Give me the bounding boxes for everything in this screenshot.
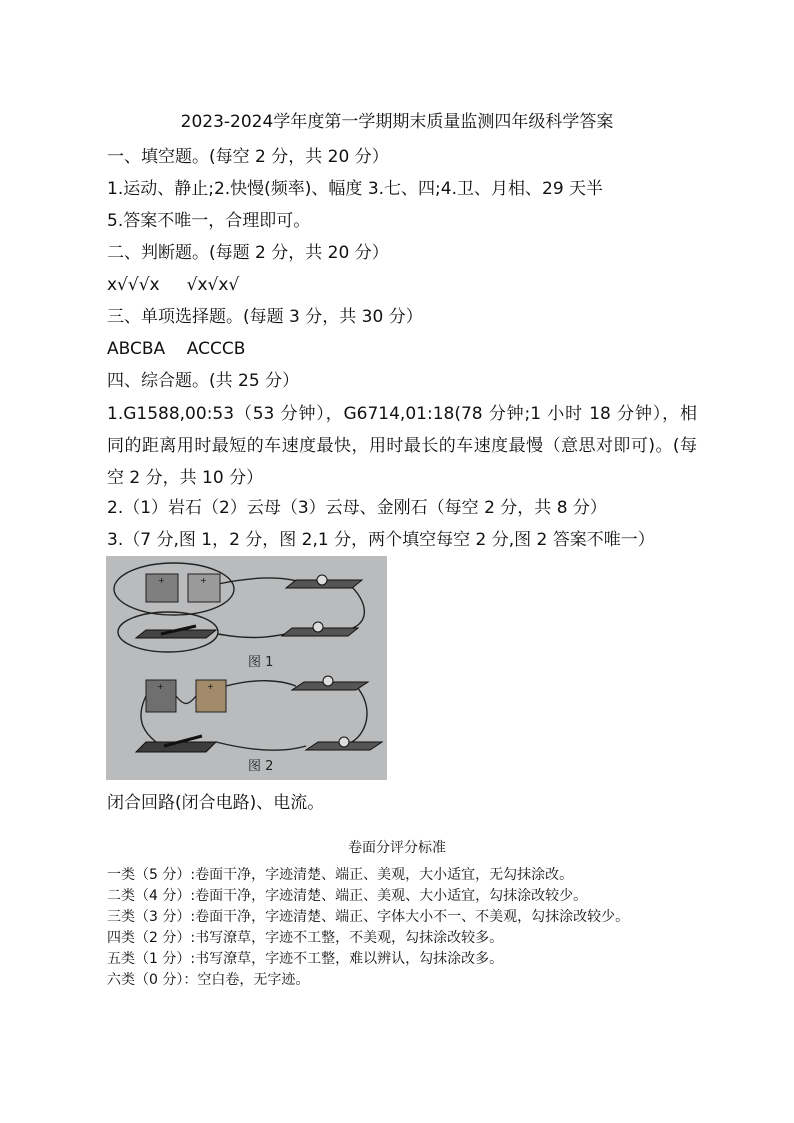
rubric-item-2: 二类（4 分）:卷面干净，字迹清楚、端正、美观、大小适宜，勾抹涂改较少。: [107, 888, 588, 904]
section-4-question-3-answer: 闭合回路(闭合电路)、电流。: [107, 793, 325, 813]
section-3-answers: ABCBA ACCCB: [107, 339, 246, 359]
bulb-holders-1: [282, 575, 362, 636]
circuit-figure: [106, 556, 387, 780]
section-1-header: 一、填空题。(每空 2 分，共 20 分）: [107, 147, 389, 167]
rubric-item-4: 四类（2 分）:书写潦草，字迹不工整，不美观，勾抹涂改较多。: [107, 930, 504, 946]
section-1-line-1: 1.运动、静止;2.快慢(频率)、幅度 3.七、四;4.卫、月相、29 天半: [107, 179, 604, 199]
section-2-header: 二、判断题。(每题 2 分，共 20 分）: [107, 243, 389, 263]
document-title: 2023-2024学年度第一学期期末质量监测四年级科学答案: [180, 112, 614, 132]
section-1-line-2: 5.答案不唯一，合理即可。: [107, 211, 311, 231]
section-4-question-1: 1.G1588,00:53（53 分钟），G6714,01:18(78 分钟;1 小时 18 分钟），相同的距离用时最短的车速度最快，用时最长的车速度最慢（意思对即可)。(每空 2 分，共 10 分）: [107, 404, 697, 488]
svg-text:+: +: [200, 576, 207, 585]
battery-1: [146, 574, 220, 602]
rubric-item-3: 三类（3 分）:卷面干净，字迹清楚、端正、字体大小不一、不美观，勾抹涂改较少。: [107, 909, 630, 925]
section-4-question-3: 3.（7 分,图 1，2 分，图 2,1 分，两个填空每空 2 分,图 2 答案不唯一）: [107, 530, 655, 550]
rubric-title: 卷面分评分标准: [348, 840, 446, 856]
section-4-question-2: 2.（1）岩石（2）云母（3）云母、金刚石（每空 2 分，共 8 分）: [107, 498, 607, 518]
circuit-diagram: [106, 556, 387, 780]
rubric-item-5: 五类（1 分）:书写潦草，字迹不工整，难以辨认，勾抹涂改多。: [107, 951, 504, 967]
section-2-answers: x√√√x √x√x√: [107, 275, 240, 295]
rubric-item-6: 六类（0 分）：空白卷，无字迹。: [107, 972, 310, 988]
svg-text:+: +: [207, 682, 214, 691]
switch-1: [136, 626, 216, 638]
section-3-header: 三、单项选择题。(每题 3 分，共 30 分）: [107, 307, 423, 327]
svg-text:+: +: [157, 682, 164, 691]
section-4-header: 四、综合题。(共 25 分）: [107, 371, 300, 391]
svg-text:+: +: [158, 576, 165, 585]
figure-1-label: 图 1: [248, 655, 274, 670]
figure-2-label: 图 2: [248, 759, 274, 774]
rubric-item-1: 一类（5 分）:卷面干净，字迹清楚、端正、美观，大小适宜，无勾抹涂改。: [107, 867, 574, 883]
battery-2: [146, 680, 226, 712]
bulb-holders-2: [292, 676, 382, 750]
switch-2: [136, 736, 216, 752]
